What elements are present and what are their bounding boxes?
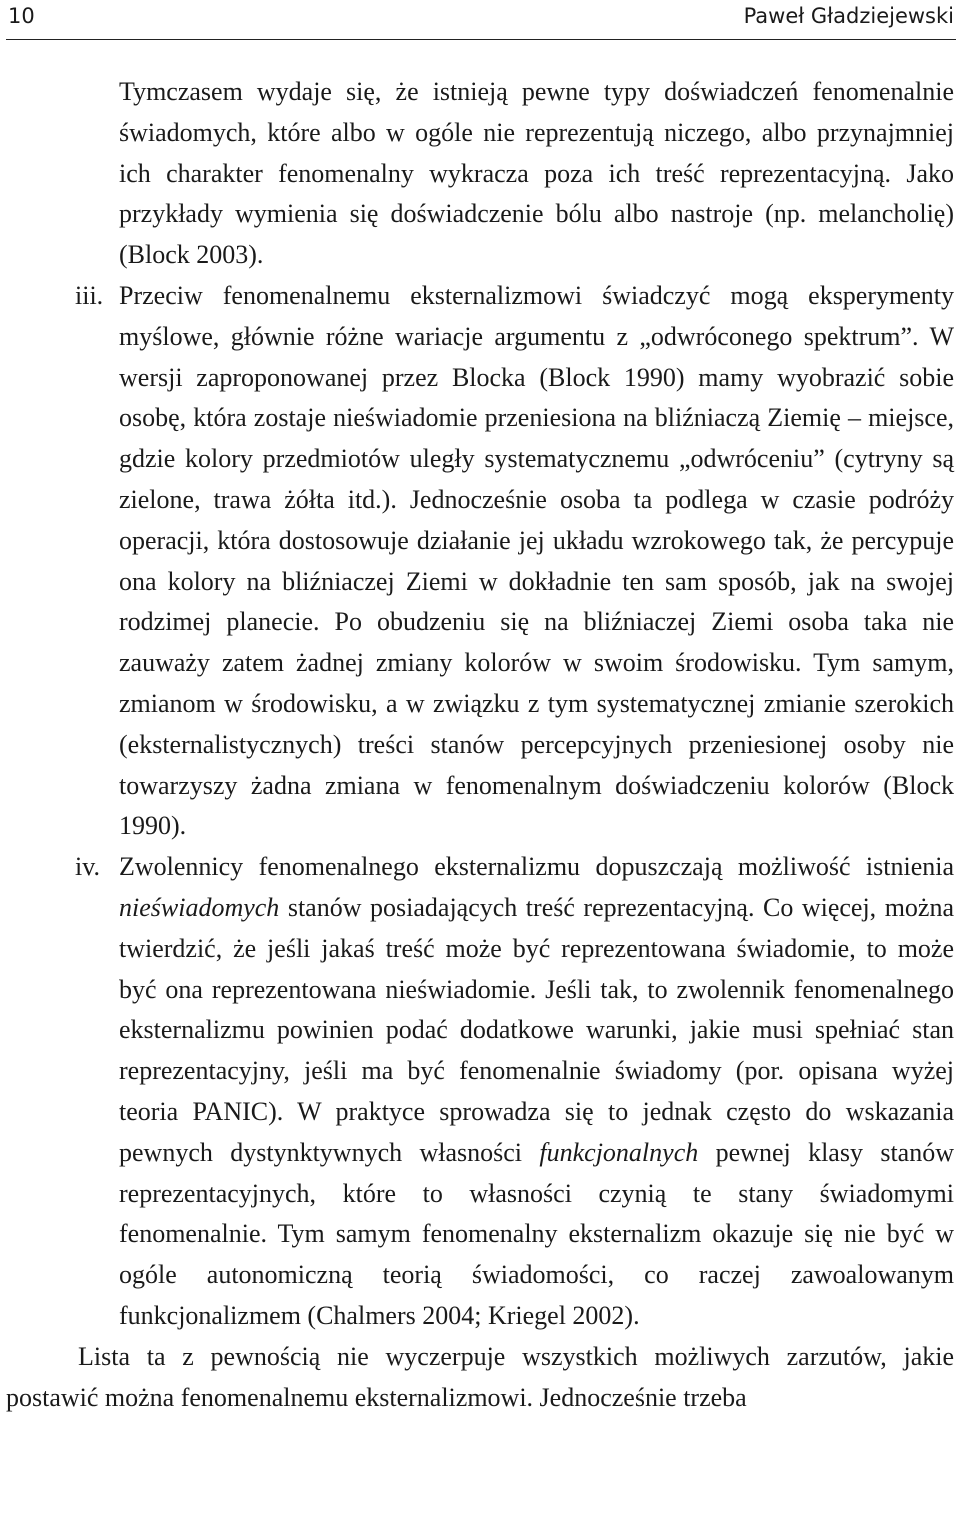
emphasis-funkcjonalnych: funkcjonalnych bbox=[539, 1137, 699, 1167]
list-item-iv bbox=[0, 847, 960, 1337]
list-item-iii bbox=[0, 276, 960, 847]
final-paragraph bbox=[0, 1337, 960, 1419]
continuation-text: Tymczasem wydaje się, że istnieją pewne typy doświadczeń fenomenalnie świadomych, które albo w ogóle nie reprezentują niczego, albo przynajmniej ich charakter fenomenalny wykracza poza ich treść reprezentacyjną. Jako przykłady wymienia się doświadczenie bólu albo nastroje (np. melancholię) (Block 2003). bbox=[119, 77, 954, 270]
list-item-iii-text: Przeciw fenomenalnemu eksternalizmowi świadczyć mogą eksperymenty myślowe, głównie różne wariacje argumentu z „odwróconego spektrum”. W wersji zaproponowanej przez Blocka (Block 1990) mamy wyobrazić sobie osobę, która zostaje nieświadomie przeniesiona na bliźniaczą Ziemię – miejsce, gdzie kolory przedmiotów uległy systematycznemu „odwróceniu” (cytryny są zielone, trawa żółta itd.). Jednocześnie osoba ta podlega w czasie podróży operacji, która dostosowuje działanie jej układu wzrokowego tak, że percypuje ona kolory na bliźniaczej Ziemi w dokładnie ten sam sposób, jak na swojej rodzimej planecie. Po obudzeniu się na bliźniaczej Ziemi osoba taka nie zauważy zatem żadnej zmiany kolorów w swoim środowisku. Tym samym, zmianom w środowisku, a w związku z tym systematycznej zmianie szerokich (eksternalistycznych) treści stanów percepcyjnych przeniesionej osoby nie towarzyszy żadna zmiana w fenomenalnym doświadczeniu kolorów (Block 1990). bbox=[119, 280, 954, 841]
list-marker-iii: iii. bbox=[75, 280, 104, 310]
page-body bbox=[0, 72, 960, 1418]
final-paragraph-text: Lista ta z pewnością nie wyczerpuje wszystkich możliwych zarzutów, jakie postawić można fenomenalnemu eksternalizmowi. Jednocześnie trzeba bbox=[6, 1341, 954, 1412]
page-number: 10 bbox=[8, 4, 35, 28]
list-item-iv-text-c: pewnej klasy stanów reprezentacyjnych, które to własności czynią te stany świadomymi fenomenalnie. Tym samym fenomenalny eksternalizm okazuje się nie być w ogóle autonomiczną teorią świadomości, co raczej zawoalowanym funkcjonalizmem (Chalmers 2004; Kriegel 2002). bbox=[119, 1137, 954, 1330]
list-item-iv-text-b: stanów posiadających treść reprezentacyjną. Co więcej, można twierdzić, że jeśli jakaś treść może być reprezentowana świadomie, to może być ona reprezentowana nieświadomie. Jeśli tak, to zwolennik fenomenalnego eksternalizmu powinien podać dodatkowe warunki, jakie musi spełniać stan reprezentacyjny, jeśli ma być fenomenalnie świadomy (por. opisana wyżej teoria PANIC). W praktyce sprowadza się to jednak często do wskazania pewnych dystynktywnych własności bbox=[119, 892, 955, 1167]
page-header bbox=[0, 0, 960, 42]
emphasis-nieswiadomych: nieświadomych bbox=[119, 892, 280, 922]
header-rule bbox=[6, 39, 956, 40]
list-item-iv-text-a: Zwolennicy fenomenalnego eksternalizmu dopuszczają możliwość istnienia bbox=[119, 852, 954, 882]
continuation-paragraph bbox=[0, 72, 960, 276]
list-marker-iv: iv. bbox=[75, 852, 101, 882]
running-head-author: Paweł Gładziejewski bbox=[743, 4, 954, 28]
